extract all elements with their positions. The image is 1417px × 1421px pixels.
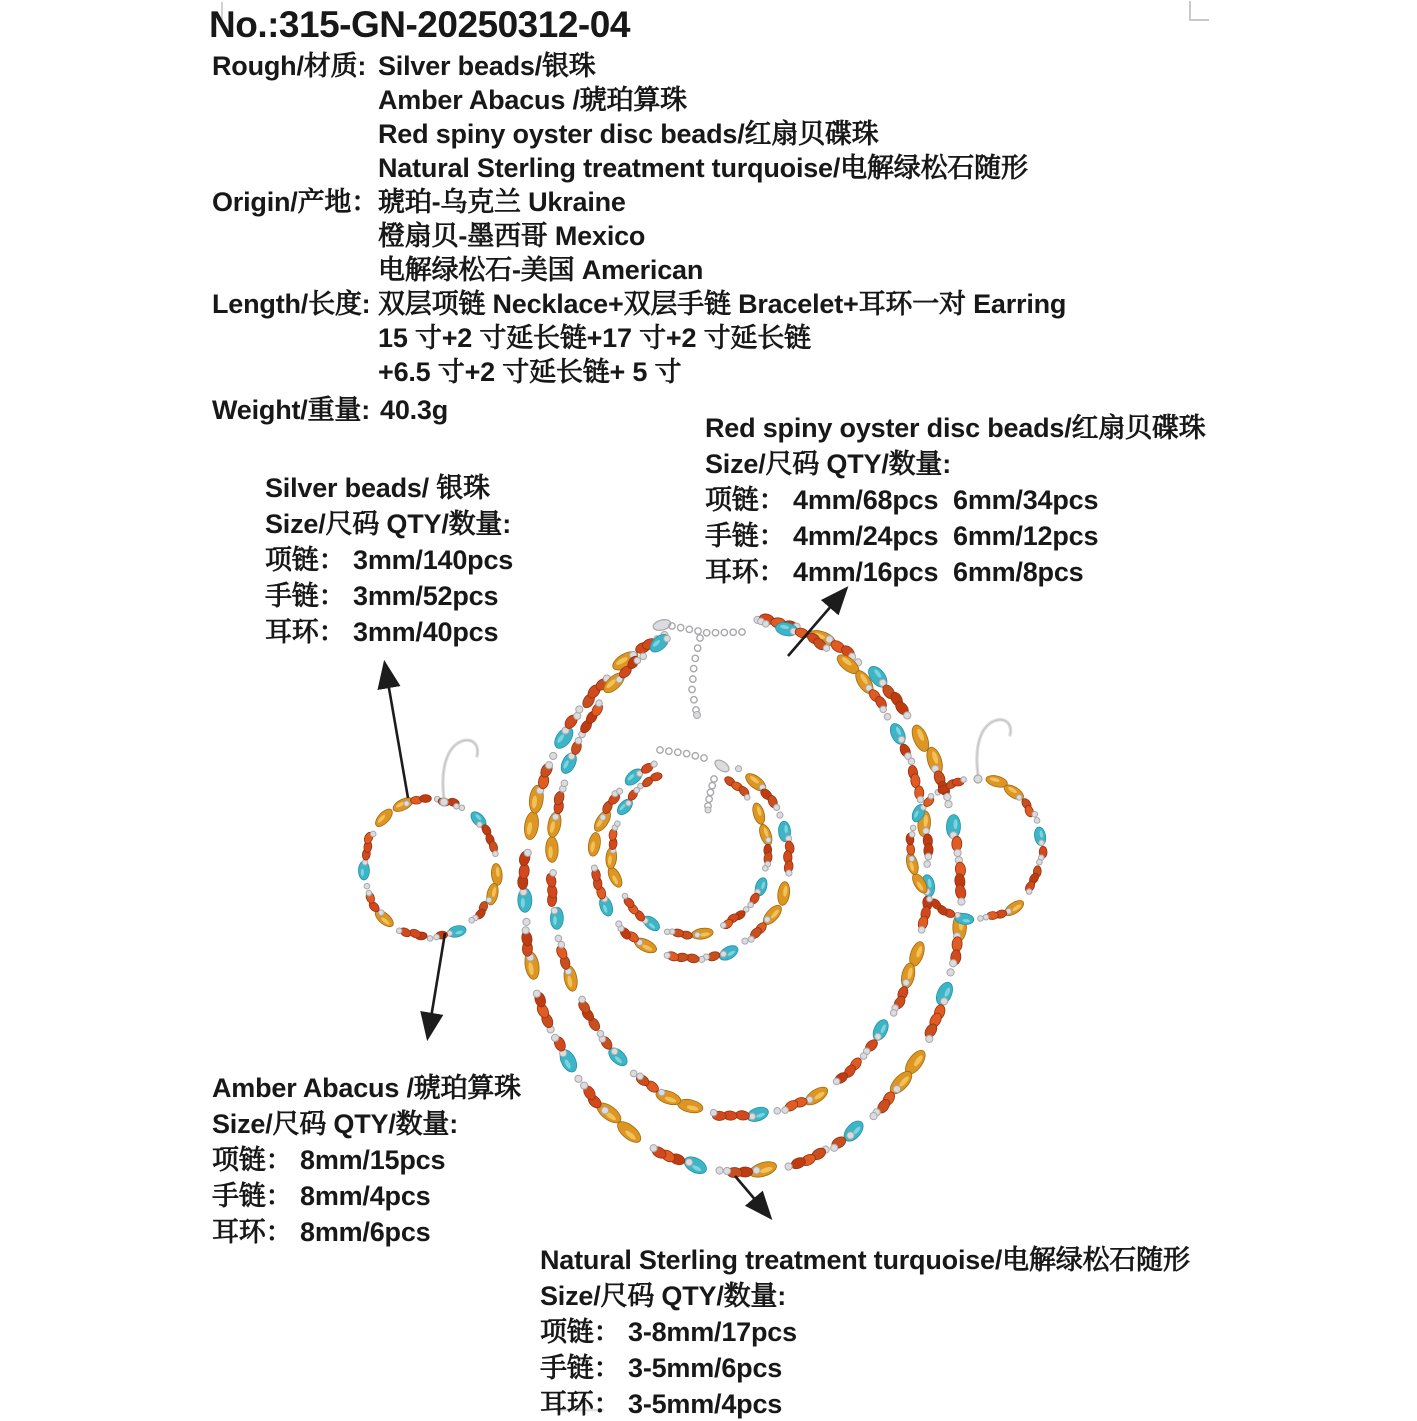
row-value: 3-8mm/17pcs xyxy=(628,1317,797,1347)
rough-material-silver: Silver beads/银珠 xyxy=(378,51,596,81)
earring-left xyxy=(358,740,503,941)
spec-row-bracelet xyxy=(540,1346,1190,1382)
row-value: 8mm/4pcs xyxy=(300,1181,431,1211)
row-label: 项链： xyxy=(212,1145,293,1175)
spec-turquoise xyxy=(540,1238,1190,1418)
weight-label: Weight/重量: xyxy=(212,395,370,425)
arrow-to-turquoise xyxy=(735,1176,769,1216)
bracelet-clasp xyxy=(657,747,731,813)
row-label: 手链： xyxy=(265,581,346,611)
row-value-4mm: 4mm/16pcs xyxy=(793,557,939,587)
spec-row-earring xyxy=(705,550,1206,586)
row-label: 手链： xyxy=(705,521,786,551)
row-value-6mm: 6mm/8pcs xyxy=(953,557,1084,587)
rough-material-red-spiny: Red spiny oyster disc beads/红扇贝碟珠 xyxy=(378,119,879,149)
row-label: 耳环： xyxy=(540,1389,621,1419)
rough-label: Rough/材质: xyxy=(212,51,367,81)
spec-title: Silver beads/ 银珠 xyxy=(265,473,490,503)
arrow-to-amber-abacus xyxy=(428,933,445,1036)
origin-amber: 琥珀-乌克兰 Ukraine xyxy=(378,187,626,217)
rough-material-amber: Amber Abacus /琥珀算珠 xyxy=(378,85,687,115)
row-value-6mm: 6mm/12pcs xyxy=(953,521,1099,551)
length-detail-2: +6.5 寸+2 寸延长链+ 5 寸 xyxy=(378,357,682,387)
row-label: 耳环： xyxy=(265,617,346,647)
row-label: 耳环： xyxy=(212,1217,293,1247)
bracelet xyxy=(587,761,796,964)
doc-number: No.:315-GN-20250312-04 xyxy=(209,4,630,45)
row-label: 手链： xyxy=(540,1353,621,1383)
origin-oyster: 橙扇贝-墨西哥 Mexico xyxy=(378,221,646,251)
spec-amber-abacus xyxy=(212,1066,521,1246)
spec-row-necklace xyxy=(265,538,513,574)
spec-size-qty-header: Size/尺码 QTY/数量: xyxy=(540,1281,787,1311)
arrow-to-silver-beads xyxy=(385,665,408,798)
length-label: Length/长度: xyxy=(212,289,371,319)
spec-size-qty-header: Size/尺码 QTY/数量: xyxy=(212,1109,459,1139)
row-label: 耳环： xyxy=(705,557,786,587)
row-value: 8mm/6pcs xyxy=(300,1217,431,1247)
spec-row-earring xyxy=(265,610,513,646)
spec-size-qty-header: Size/尺码 QTY/数量: xyxy=(265,509,512,539)
row-label: 项链： xyxy=(265,545,346,575)
row-value: 3-5mm/6pcs xyxy=(628,1353,783,1383)
spec-title: Amber Abacus /琥珀算珠 xyxy=(212,1073,521,1103)
row-value: 3mm/40pcs xyxy=(353,617,499,647)
weight-value: 40.3g xyxy=(380,395,449,425)
row-label: 项链： xyxy=(540,1317,621,1347)
spec-row-earring xyxy=(212,1210,521,1246)
row-value: 3-5mm/4pcs xyxy=(628,1389,783,1419)
row-value: 8mm/15pcs xyxy=(300,1145,446,1175)
row-label: 项链： xyxy=(705,485,786,515)
spec-row-necklace xyxy=(540,1310,1190,1346)
row-value-4mm: 4mm/24pcs xyxy=(793,521,939,551)
row-value: 3mm/140pcs xyxy=(353,545,514,575)
spec-row-bracelet xyxy=(265,574,513,610)
row-label: 手链： xyxy=(212,1181,293,1211)
spec-row-earring xyxy=(540,1382,1190,1418)
origin-label: Origin/产地： xyxy=(212,187,378,217)
rough-material-turquoise: Natural Sterling treatment turquoise/电解绿松石随形 xyxy=(378,153,1028,183)
row-value-6mm: 6mm/34pcs xyxy=(953,485,1099,515)
row-value: 3mm/52pcs xyxy=(353,581,499,611)
necklace xyxy=(518,612,967,1180)
length-items: 双层项链 Necklace+双层手链 Bracelet+耳环一对 Earring xyxy=(378,289,1067,319)
spec-row-bracelet xyxy=(705,514,1206,550)
spec-red-spiny-oyster xyxy=(705,406,1206,586)
spec-row-necklace xyxy=(212,1138,521,1174)
spec-size-qty-header: Size/尺码 QTY/数量: xyxy=(705,449,952,479)
spec-row-necklace xyxy=(705,478,1206,514)
row-value-4mm: 4mm/68pcs xyxy=(793,485,939,515)
origin-turquoise: 电解绿松石-美国 American xyxy=(378,255,704,285)
spec-silver-beads xyxy=(265,466,513,646)
spec-title: Natural Sterling treatment turquoise/电解绿松石随形 xyxy=(540,1245,1190,1275)
length-detail-1: 15 寸+2 寸延长链+17 寸+2 寸延长链 xyxy=(378,323,811,353)
spec-row-bracelet xyxy=(212,1174,521,1210)
spec-title: Red spiny oyster disc beads/红扇贝碟珠 xyxy=(705,413,1206,443)
